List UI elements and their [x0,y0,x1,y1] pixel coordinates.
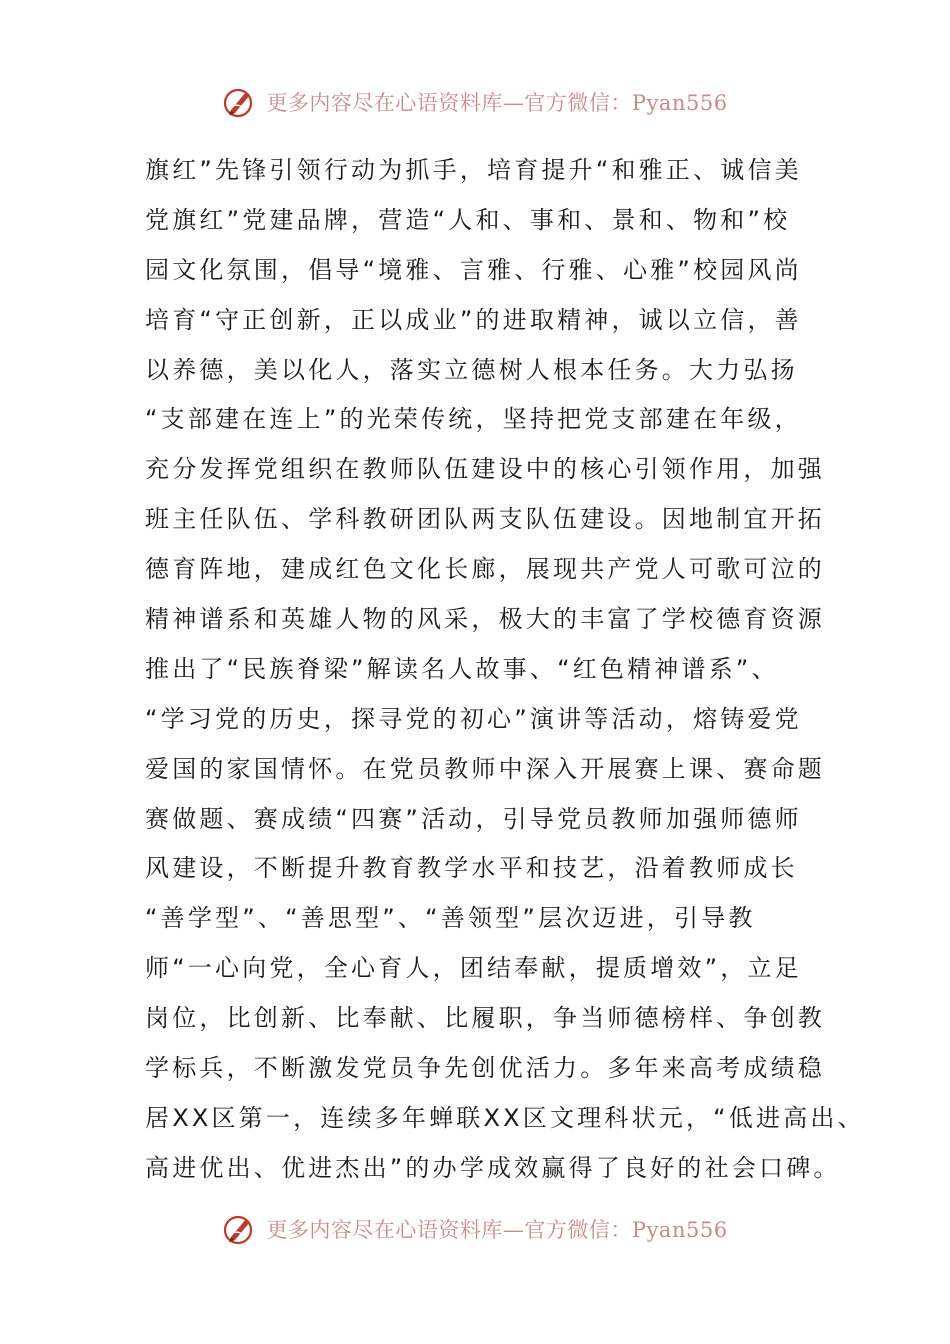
text-line: “支部建在连上”的光荣传统，坚持把党支部建在年级， [145,405,802,434]
text-line: 居XX区第一，连续多年蝉联XX区文理科状元，“低进高出、 [145,1103,865,1132]
text-line: 旗红”先锋引领行动为抓手，培育提升“和雅正、诚信美 [145,156,802,184]
text-line: 党旗红”党建品牌，营造“人和、事和、景和、物和”校 [145,205,791,234]
text-line: 园文化氛围，倡导“境雅、言雅、行雅、心雅”校园风尚 [145,255,802,284]
pen-circle-logo-icon [222,84,258,120]
text-line: 师“一心向党，全心育人，团结奉献，提质增效”，立足 [145,954,802,983]
text-line: “学习党的历史，探寻党的初心”演讲等活动，熔铸爱党 [145,704,802,733]
text-line: 班主任队伍、学科教研团队两支队伍建设。因地制宜开拓 [145,505,825,534]
text-line: 岗位，比创新、比奉献、比履职，争当师德榜样、争创教 [145,1004,825,1033]
text-line: 推出了“民族脊梁”解读名人故事、“红色精神谱系”、 [145,654,779,683]
text-line: 风建设，不断提升教育教学水平和技艺，沿着教师成长 [145,854,798,883]
text-line: “善学型”、“善思型”、“善领型”层次迈进，引导教 [145,904,756,933]
text-line: 培育“守正创新，正以成业”的进取精神，诚以立信，善 [145,305,802,334]
pen-circle-logo-icon [222,1211,258,1247]
text-line: 精神谱系和英雄人物的风采，极大的丰富了学校德育资源 [145,605,825,634]
text-line: 学标兵，不断激发党员争先创优活力。多年来高考成绩稳 [145,1054,825,1083]
text-line: 充分发挥党组织在教师队伍建设中的核心引领作用，加强 [145,455,825,484]
text-line: 赛做题、赛成绩“四赛”活动，引导党员教师加强师德师 [145,804,802,833]
text-line: 爱国的家国情怀。在党员教师中深入开展赛上课、赛命题 [145,754,825,783]
footer-banner-text: 更多内容尽在心语资料库—官方微信：Pyan556 [266,1218,728,1242]
text-line: 以养德，美以化人，落实立德树人根本任务。大力弘扬 [145,355,798,384]
text-line: 高进优出、优进杰出”的办学成效赢得了良好的社会口碑。 [145,1153,841,1182]
text-line: 德育阵地，建成红色文化长廊，展现共产党人可歌可泣的 [145,555,825,584]
body-text [145,146,865,1194]
footer-banner [0,1209,950,1249]
header-banner [0,82,950,122]
header-banner-text: 更多内容尽在心语资料库—官方微信：Pyan556 [266,91,728,115]
